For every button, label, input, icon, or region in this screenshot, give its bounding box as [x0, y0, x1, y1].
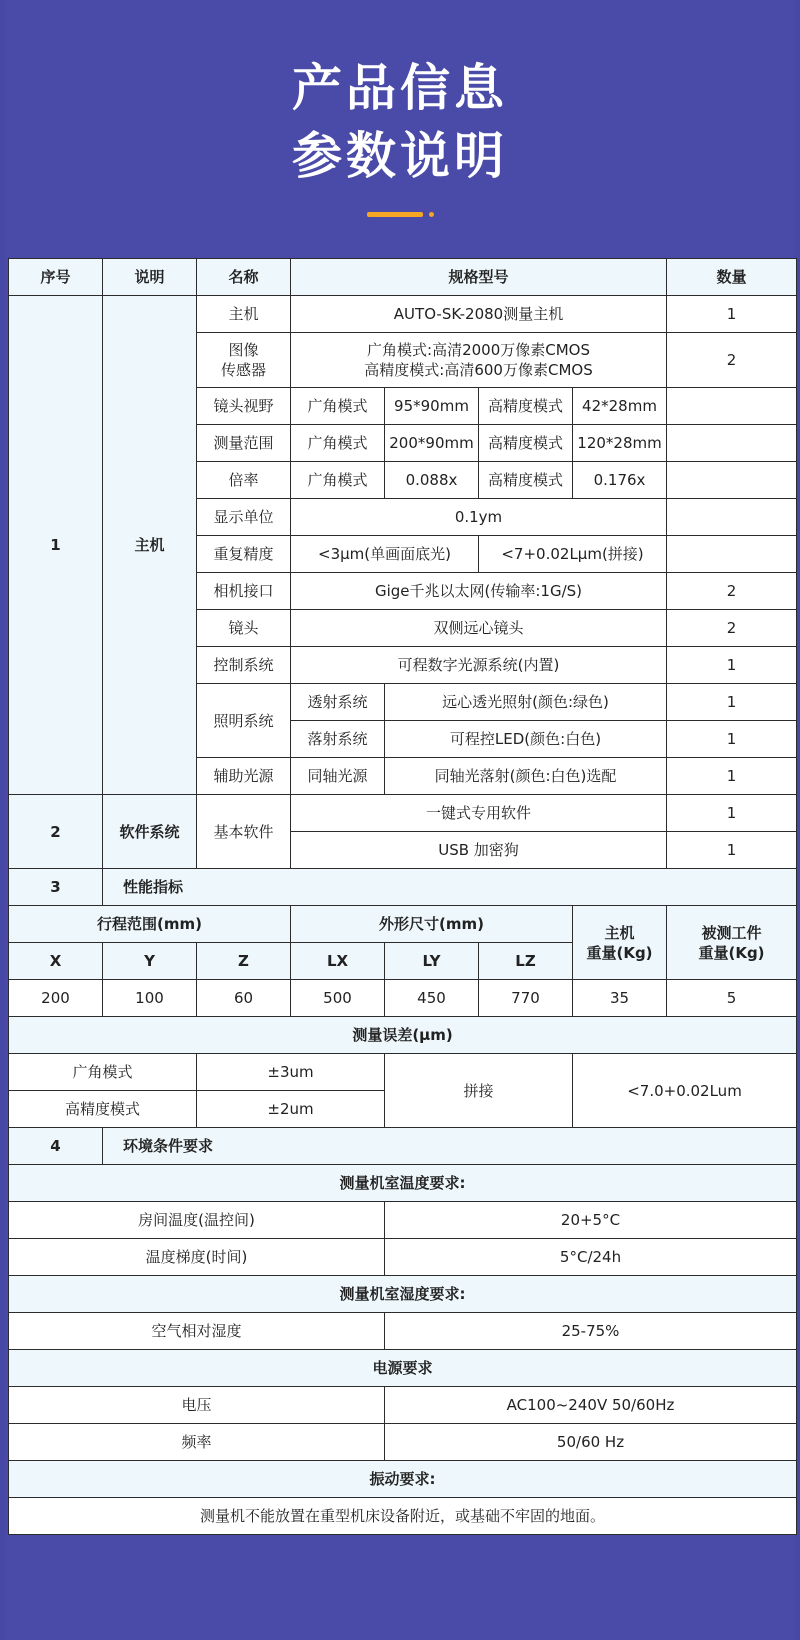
error-row: [9, 1054, 797, 1091]
axis-x-header: X: [9, 943, 103, 980]
voltage-value: AC100~240V 50/60Hz: [385, 1387, 797, 1424]
mode-high-value: 120*28mm: [573, 425, 667, 462]
room-temp-label: 房间温度(温控间): [9, 1202, 385, 1239]
row-spec-line2: 高精度模式:高清600万像素CMOS: [364, 361, 593, 379]
frequency-label: 频率: [9, 1424, 385, 1461]
voltage-label: 电压: [9, 1387, 385, 1424]
row-spec: 同轴光落射(颜色:白色)选配: [385, 758, 667, 795]
value-ly: 450: [385, 980, 479, 1017]
section-no: 3: [9, 869, 103, 906]
section-desc: 主机: [103, 296, 197, 795]
axis-y-header: Y: [103, 943, 197, 980]
mode-high-value: 42*28mm: [573, 388, 667, 425]
host-weight-header: [573, 906, 667, 980]
wide-mode-value: ±3um: [197, 1054, 385, 1091]
row-name: 相机接口: [197, 573, 291, 610]
humidity-label: 空气相对湿度: [9, 1313, 385, 1350]
work-weight-line1: 被测工件: [701, 923, 762, 942]
humidity-title: 测量机室湿度要求:: [9, 1276, 797, 1313]
underline-dot: [429, 212, 434, 217]
mode-high-value: 0.176x: [573, 462, 667, 499]
row-qty: 2: [667, 573, 797, 610]
mode-wide-value: 95*90mm: [385, 388, 479, 425]
travel-range-header: 行程范围(mm): [9, 906, 291, 943]
row-spec: 可程数字光源系统(内置): [291, 647, 667, 684]
row-qty: [667, 536, 797, 573]
host-weight-line2: 重量(Kg): [586, 943, 653, 962]
table-row: [9, 296, 797, 333]
col-header-no: 序号: [9, 259, 103, 296]
row-name: 主机: [197, 296, 291, 333]
table-row: [9, 1202, 797, 1239]
row-qty: 2: [667, 610, 797, 647]
row-sub: 落射系统: [291, 721, 385, 758]
value-x: 200: [9, 980, 103, 1017]
section-no: 4: [9, 1128, 103, 1165]
table-row: [9, 1387, 797, 1424]
row-name: 辅助光源: [197, 758, 291, 795]
wide-mode-label: 广角模式: [9, 1054, 197, 1091]
dimensions-header: 外形尺寸(mm): [291, 906, 573, 943]
row-spec: 可程控LED(颜色:白色): [385, 721, 667, 758]
row-name: 测量范围: [197, 425, 291, 462]
mode-wide-label: 广角模式: [291, 425, 385, 462]
measurement-error-title: 测量误差(μm): [9, 1017, 797, 1054]
perf-values-row: [9, 980, 797, 1017]
mode-high-label: 高精度模式: [479, 425, 573, 462]
row-name: 倍率: [197, 462, 291, 499]
row-qty: [667, 499, 797, 536]
value-lx: 500: [291, 980, 385, 1017]
value-lz: 770: [479, 980, 573, 1017]
header: [6, 0, 794, 258]
row-qty: 2: [667, 333, 797, 388]
table-header-row: [9, 259, 797, 296]
col-header-desc: 说明: [103, 259, 197, 296]
section-header-row: [9, 1128, 797, 1165]
value-work-weight: 5: [667, 980, 797, 1017]
row-sub: 透射系统: [291, 684, 385, 721]
row-qty: 1: [667, 684, 797, 721]
table-row: [9, 1498, 797, 1535]
dim-lx-header: LX: [291, 943, 385, 980]
value-y: 100: [103, 980, 197, 1017]
row-qty: 1: [667, 647, 797, 684]
dim-ly-header: LY: [385, 943, 479, 980]
section-desc: 性能指标: [103, 869, 797, 906]
row-qty: 1: [667, 721, 797, 758]
humidity-value: 25-75%: [385, 1313, 797, 1350]
row-spec: 双侧远心镜头: [291, 610, 667, 647]
title-underline: [367, 212, 433, 217]
perf-header-row: [9, 906, 797, 943]
row-spec: Gige千兆以太网(传输率:1G/S): [291, 573, 667, 610]
row-name: 控制系统: [197, 647, 291, 684]
row-qty: [667, 388, 797, 425]
subsection-row: [9, 1165, 797, 1202]
row-spec: USB 加密狗: [291, 832, 667, 869]
col-header-qty: 数量: [667, 259, 797, 296]
section-desc: 软件系统: [103, 795, 197, 869]
row-qty: 1: [667, 795, 797, 832]
work-weight-header: [667, 906, 797, 980]
underline-bar: [367, 212, 423, 217]
row-qty: 1: [667, 296, 797, 333]
power-title: 电源要求: [9, 1350, 797, 1387]
row-name-line1: 图像: [228, 341, 259, 359]
error-title-row: [9, 1017, 797, 1054]
mode-wide-value: 200*90mm: [385, 425, 479, 462]
section-header-row: [9, 869, 797, 906]
row-spec: 远心透光照射(颜色:绿色): [385, 684, 667, 721]
row-name: 照明系统: [197, 684, 291, 758]
row-name: 镜头视野: [197, 388, 291, 425]
row-name: 基本软件: [197, 795, 291, 869]
mode-wide-value: 0.088x: [385, 462, 479, 499]
row-spec: AUTO-SK-2080测量主机: [291, 296, 667, 333]
section-desc: 环境条件要求: [103, 1128, 797, 1165]
mode-high-label: 高精度模式: [479, 462, 573, 499]
value-host-weight: 35: [573, 980, 667, 1017]
row-qty: 1: [667, 758, 797, 795]
table-row: [9, 795, 797, 832]
temperature-title: 测量机室温度要求:: [9, 1165, 797, 1202]
row-name-line2: 传感器: [220, 361, 266, 379]
gradient-label: 温度梯度(时间): [9, 1239, 385, 1276]
col-header-spec: 规格型号: [291, 259, 667, 296]
page-subtitle: 参数说明: [292, 127, 508, 185]
table-row: [9, 1313, 797, 1350]
row-spec-line1: 广角模式:高清2000万像素CMOS: [367, 341, 590, 359]
vibration-text: 测量机不能放置在重型机床设备附近，或基础不牢固的地面。: [9, 1498, 797, 1535]
page-title: 产品信息: [292, 59, 508, 117]
vibration-title: 振动要求:: [9, 1461, 797, 1498]
subsection-row: [9, 1350, 797, 1387]
row-qty: [667, 462, 797, 499]
host-weight-line1: 主机: [604, 923, 635, 942]
stitch-value: <7.0+0.02Lum: [573, 1054, 797, 1128]
value-z: 60: [197, 980, 291, 1017]
mode-wide-label: 广角模式: [291, 462, 385, 499]
row-qty: 1: [667, 832, 797, 869]
gradient-value: 5°C/24h: [385, 1239, 797, 1276]
subsection-row: [9, 1461, 797, 1498]
row-spec-single: <3μm(单画面底光): [291, 536, 479, 573]
table-row: [9, 1239, 797, 1276]
row-name: 镜头: [197, 610, 291, 647]
row-name: [197, 333, 291, 388]
table-row: [9, 1424, 797, 1461]
stitch-label: 拼接: [385, 1054, 573, 1128]
room-temp-value: 20+5°C: [385, 1202, 797, 1239]
section-no: 1: [9, 296, 103, 795]
col-header-name: 名称: [197, 259, 291, 296]
row-name: 显示单位: [197, 499, 291, 536]
high-mode-label: 高精度模式: [9, 1091, 197, 1128]
spec-table: [8, 258, 797, 1535]
high-mode-value: ±2um: [197, 1091, 385, 1128]
mode-high-label: 高精度模式: [479, 388, 573, 425]
frequency-value: 50/60 Hz: [385, 1424, 797, 1461]
row-name: 重复精度: [197, 536, 291, 573]
axis-z-header: Z: [197, 943, 291, 980]
row-spec: 一键式专用软件: [291, 795, 667, 832]
row-spec: [291, 333, 667, 388]
section-no: 2: [9, 795, 103, 869]
mode-wide-label: 广角模式: [291, 388, 385, 425]
dim-lz-header: LZ: [479, 943, 573, 980]
work-weight-line2: 重量(Kg): [698, 943, 765, 962]
subsection-row: [9, 1276, 797, 1313]
row-sub: 同轴光源: [291, 758, 385, 795]
row-spec: 0.1ym: [291, 499, 667, 536]
row-qty: [667, 425, 797, 462]
row-spec-stitch: <7+0.02Lμm(拼接): [479, 536, 667, 573]
